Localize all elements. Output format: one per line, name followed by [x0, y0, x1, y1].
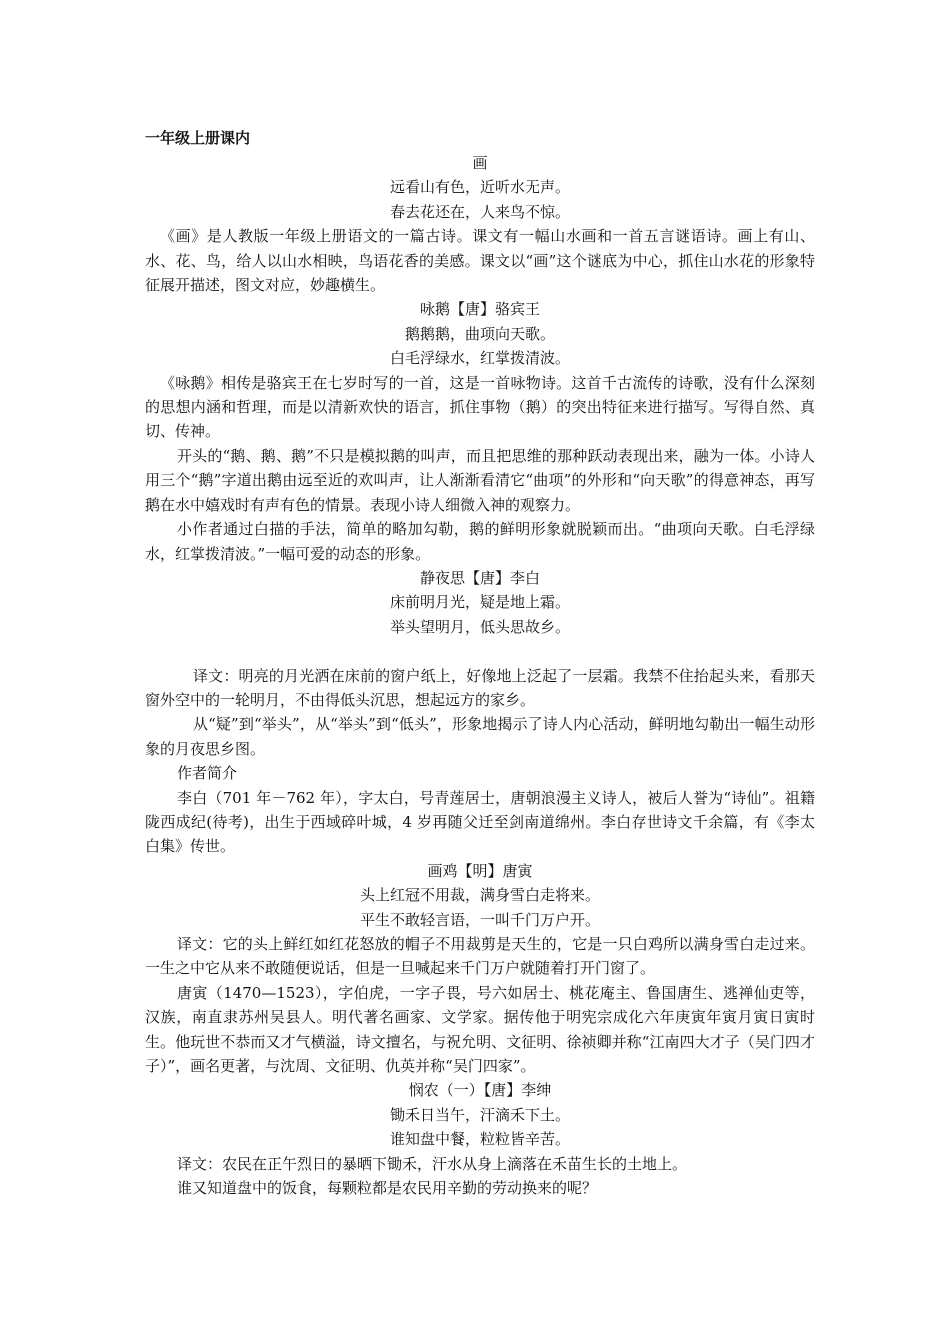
poem-line: 平生不敢轻言语，一叫千门万户开。 [359, 910, 600, 929]
section-heading: 一年级上册课内 [145, 129, 251, 147]
poem-line: 谁知盘中餐，粒粒皆辛苦。 [389, 1130, 570, 1149]
poem-line: 头上红冠不用裁，满身雪白走将来。 [359, 886, 600, 905]
paragraph: 译文：农民在正午烈日的暴晒下锄禾，汗水从身上滴落在禾苗生长的土地上。 [177, 1154, 688, 1173]
paragraph: 译文：明亮的月光洒在床前的窗户纸上，好像地上泛起了一层霜。我禁不住抬起头来，看那天窗外空中的一轮明月，不由得低头沉思，想起远方的家乡。 [145, 666, 815, 709]
poem-line: 白毛浮绿水，红掌拨清波。 [389, 349, 570, 368]
poem-title-jingyesi: 静夜思【唐】李白 [419, 568, 540, 587]
paragraph: 从“疑”到“举头”，从“举头”到“低头”，形象地揭示了诗人内心活动，鲜明地勾勒出一幅生动形象的月夜思乡图。 [145, 715, 815, 758]
paragraph: 译文：它的头上鲜红如红花怒放的帽子不用裁剪是天生的，它是一只白鸡所以满身雪白走过来。一生之中它从来不敢随便说话，但是一旦喊起来千门万户就随着打开门窗了。 [145, 934, 815, 978]
poem-title-yonge: 咏鹅【唐】骆宾王 [419, 300, 540, 319]
paragraph: 李白（701 年－762 年），字太白，号青莲居士，唐朝浪漫主义诗人，被后人誉为“诗仙”。祖籍陇西成纪(待考)，出生于西域碎叶城，4 岁再随父迁至剑南道绵州。李白存世诗文千余篇，有《李太白集》传世。 [145, 788, 815, 856]
paragraph: 《画》是人教版一年级上册语文的一篇古诗。课文有一幅山水画和一首五言谜语诗。画上有山、水、花、鸟，给人以山水相映，鸟语花香的美感。课文以“画”这个谜底为中心，抓住山水花的形象特征展开描述，图文对应，妙趣横生。 [145, 227, 815, 295]
document-body [145, 151, 815, 1200]
paragraph: 唐寅（1470—1523），字伯虎，一字子畏，号六如居士、桃花庵主、鲁国唐生、逃禅仙吏等，汉族，南直隶苏州吴县人。明代著名画家、文学家。据传他于明宪宗成化六年庚寅年寅月寅日寅时生。他玩世不恭而又才气横溢，诗文擅名，与祝允明、文征明、徐祯卿并称“江南四大才子（吴门四才子）”，画名更著，与沈周、文征明、仇英并称“吴门四家”。 [145, 983, 815, 1076]
paragraph: 《咏鹅》相传是骆宾王在七岁时写的一首，这是一首咏物诗。这首千古流传的诗歌，没有什么深刻的思想内涵和哲理，而是以清新欢快的语言，抓住事物（鹅）的突出特征来进行描写。写得自然、真切、传神。 [145, 373, 815, 441]
poem-title-huaji: 画鸡【明】唐寅 [427, 861, 533, 880]
paragraph: 小作者通过白描的手法，简单的略加勾勒，鹅的鲜明形象就脱颖而出。“曲项向天歌。白毛浮绿水，红掌拨清波。”一幅可爱的动态的形象。 [145, 520, 815, 563]
poem-line: 春去花还在，人来鸟不惊。 [389, 202, 570, 221]
paragraph: 开头的“鹅、鹅、鹅”不只是模拟鹅的叫声，而且把思维的那种跃动表现出来，融为一体。小诗人用三个“鹅”字道出鹅由远至近的欢叫声，让人渐渐看清它“曲项”的外形和“向天歌”的得意神态，再写鹅在水中嬉戏时有声有色的情景。表现小诗人细微入神的观察力。 [145, 446, 815, 514]
paragraph: 谁又知道盘中的饭食，每颗粒都是农民用辛勤的劳动换来的呢？ [177, 1179, 598, 1198]
poem-line: 远看山有色，近听水无声。 [389, 178, 570, 197]
poem-line: 床前明月光，疑是地上霜。 [389, 593, 570, 612]
author-heading: 作者简介 [177, 764, 238, 783]
poem-line: 鹅鹅鹅，曲项向天歌。 [404, 324, 555, 343]
poem-title-minnong: 悯农（一）【唐】李绅 [408, 1081, 552, 1100]
poem-title-hua: 画 [472, 154, 488, 172]
poem-line: 举头望明月，低头思故乡。 [389, 617, 570, 636]
blank-line [145, 639, 815, 663]
poem-line: 锄禾日当午，汗滴禾下土。 [389, 1105, 570, 1124]
